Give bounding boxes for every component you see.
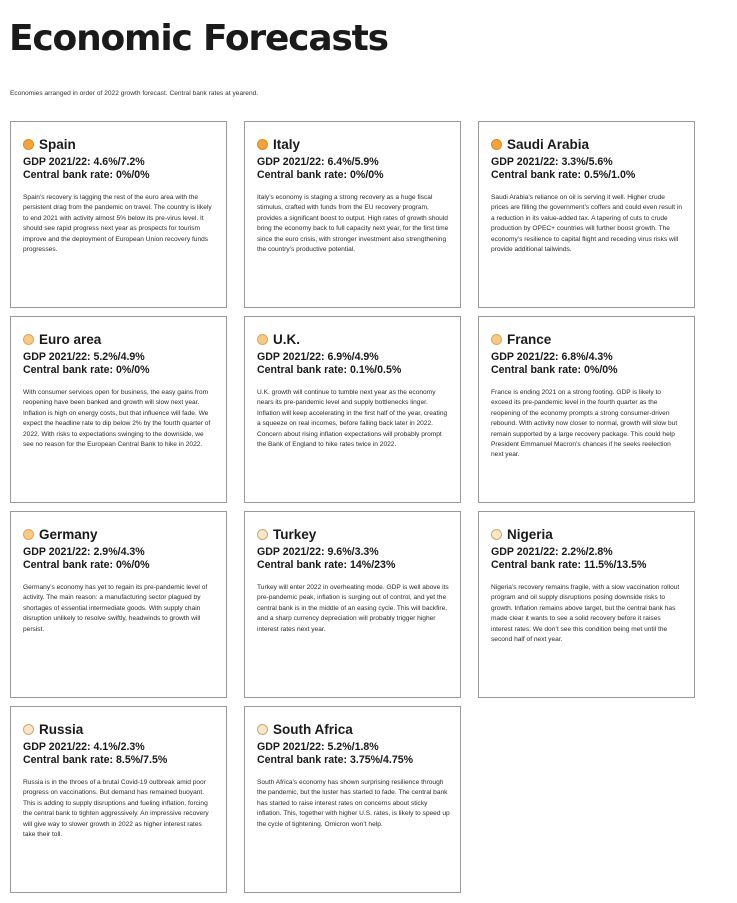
gdp-forecast: GDP 2021/22: 5.2%/4.9% [23,351,145,363]
central-bank-rate: Central bank rate: 0%/0% [23,559,150,571]
gdp-forecast: GDP 2021/22: 6.4%/5.9% [257,156,379,168]
gdp-forecast: GDP 2021/22: 3.3%/5.6% [491,156,613,168]
country-description: U.K. growth will continue to tumble next year as the economy nears its pre-pandemic level and supply bottlenecks linger. Inflation will keep accelerating in the first half of the year, creating a squeeze on real incomes, before falling back later in 2022. Concern about rising inflation expectations will probably prompt the Bank of England to hike rates twice in 2022. [257,389,448,449]
country-description: Saudi Arabia’s reliance on oil is serving it well. Higher crude prices are filling the government’s coffers and could even result in a reduction in its value-added tax. A tapering of cuts to crude production by OPEC+ countries will further boost growth. The economy’s resilience to capital flight and receding virus risks will provide additional tailwinds. [491,194,683,254]
country-name: Italy [273,137,301,152]
card-header [257,526,450,543]
central-bank-rate: Central bank rate: 0.1%/0.5% [257,364,402,376]
central-bank-rate: Central bank rate: 0%/0% [491,364,618,376]
growth-dot-icon [23,334,34,345]
card-header [491,136,684,153]
forecast-grid [10,121,695,893]
growth-dot-icon [491,529,502,540]
country-card-russia [10,706,227,893]
country-name: South Africa [273,722,353,737]
country-description: France is ending 2021 on a strong footing. GDP is likely to exceed its pre-pandemic level in the fourth quarter as the reopening of the economy prompts a strong consumer-driven rebound. With activity now closer to normal, growth will slow but remain supported by a large recovery package. This could help President Emmanuel Macron’s chances if he seeks reelection next year. [491,389,678,459]
country-card-saudi-arabia [478,121,695,308]
country-description: South Africa’s economy has shown surprising resilience through the pandemic, but the luster has started to fade. The central bank has started to raise interest rates on concerns about sticky inflation. This, together with higher U.S. rates, is likely to speed up the cycle of tightening. Omicron won’t help. [257,779,450,828]
country-name: Nigeria [507,527,553,542]
gdp-forecast: GDP 2021/22: 6.8%/4.3% [491,351,613,363]
growth-dot-icon [257,529,268,540]
country-card-italy [244,121,461,308]
country-description: Germany’s economy has yet to regain its pre-pandemic level of activity. The main reason: a manufacturing sector plagued by shortages of essential intermediate goods. With supply chain disruption unlikely to resolve swiftly, headwinds to growth will persist. [23,584,208,633]
country-name: Spain [39,137,76,152]
card-header [257,136,450,153]
gdp-forecast: GDP 2021/22: 4.1%/2.3% [23,741,145,753]
central-bank-rate: Central bank rate: 11.5%/13.5% [491,559,647,571]
growth-dot-icon [257,139,268,150]
country-card-south-africa [244,706,461,893]
growth-dot-icon [257,724,268,735]
country-name: France [507,332,552,347]
country-card-france [478,316,695,503]
country-description: With consumer services open for business, the easy gains from reopening have been banked and growth will slow next year. Inflation is high on energy costs, but that influence will fade. We expect the headline rate to dip below 2% by the fourth quarter of 2022. With risks to expectations swinging to the downside, we see no reason for the European Central Bank to hike in 2022. [23,389,211,449]
country-description: Nigeria’s recovery remains fragile, with a slow vaccination rollout program and oil supply disruptions posing downside risks to growth. Inflation remains above target, but the central bank has made clear it wants to see a solid recovery before it raises interest rates. We don’t see this condition being met until the second half of next year. [491,584,680,644]
central-bank-rate: Central bank rate: 8.5%/7.5% [23,754,168,766]
page-subtitle: Economies arranged in order of 2022 growth forecast. Central bank rates at yearend. [10,90,259,97]
country-card-germany [10,511,227,698]
country-name: Euro area [39,332,102,347]
page-title: Economic Forecasts [9,18,388,59]
country-card-nigeria [478,511,695,698]
card-header [23,526,216,543]
gdp-forecast: GDP 2021/22: 5.2%/1.8% [257,741,379,753]
card-header [23,721,216,738]
country-card-turkey [244,511,461,698]
central-bank-rate: Central bank rate: 14%/23% [257,559,396,571]
growth-dot-icon [491,139,502,150]
card-header [23,136,216,153]
gdp-forecast: GDP 2021/22: 2.2%/2.8% [491,546,613,558]
central-bank-rate: Central bank rate: 0.5%/1.0% [491,169,636,181]
card-header [491,331,684,348]
central-bank-rate: Central bank rate: 0%/0% [23,169,150,181]
country-name: Russia [39,722,84,737]
country-card-spain [10,121,227,308]
country-name: Germany [39,527,98,542]
gdp-forecast: GDP 2021/22: 4.6%/7.2% [23,156,145,168]
growth-dot-icon [257,334,268,345]
growth-dot-icon [23,724,34,735]
country-card-euro-area [10,316,227,503]
central-bank-rate: Central bank rate: 0%/0% [23,364,150,376]
growth-dot-icon [23,139,34,150]
gdp-forecast: GDP 2021/22: 9.6%/3.3% [257,546,379,558]
country-description: Italy’s economy is staging a strong recovery as a huge fiscal stimulus, crafted with funds from the EU recovery program, provides a significant boost to output. High rates of growth should bring the economy back to full capacity next year, for the first time since the euro crisis, with stronger investment also strengthening the country’s productive potential. [257,194,449,254]
card-header [257,721,450,738]
country-description: Turkey will enter 2022 in overheating mode. GDP is well above its pre-pandemic peak, inflation is surging out of control, and yet the central bank is in the middle of an easing cycle. This will backfire, and a sharp currency depreciation will probably trigger higher interest rates next year. [257,584,449,633]
country-card-uk [244,316,461,503]
gdp-forecast: GDP 2021/22: 6.9%/4.9% [257,351,379,363]
gdp-forecast: GDP 2021/22: 2.9%/4.3% [23,546,145,558]
card-header [491,526,684,543]
central-bank-rate: Central bank rate: 3.75%/4.75% [257,754,414,766]
central-bank-rate: Central bank rate: 0%/0% [257,169,384,181]
growth-dot-icon [491,334,502,345]
country-description: Russia is in the throes of a brutal Covid-19 outbreak amid poor progress on vaccinations. But demand has remained buoyant. This is adding to supply disruptions and fueling inflation, forcing the central bank to tighten aggressively. An impressive recovery will give way to slower growth in 2022 as higher interest rates take their toll. [23,779,209,839]
card-header [23,331,216,348]
card-header [257,331,450,348]
country-name: Turkey [273,527,317,542]
growth-dot-icon [23,529,34,540]
country-description: Spain’s recovery is lagging the rest of the euro area with the persistent drag from the pandemic on travel. The country is likely to end 2021 with activity almost 5% below its pre-virus level. It should see rapid progress next year as prospects for tourism improve and the deployment of European Union recovery funds progresses. [23,194,212,254]
country-name: Saudi Arabia [507,137,590,152]
country-name: U.K. [273,332,300,347]
